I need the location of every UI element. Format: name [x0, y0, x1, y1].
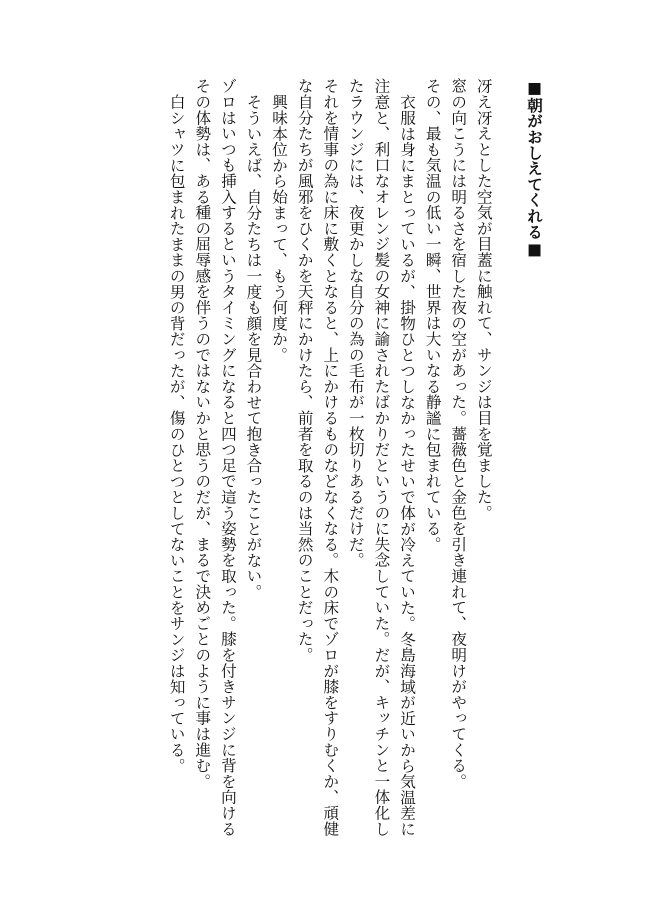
paragraph: 冴え冴えとした空気が目蓋に触れて、サンジは目を覚ました。: [474, 78, 493, 521]
paragraph: その、最も気温の低い一瞬、世界は大いなる静謐に包まれている。: [423, 78, 442, 552]
document-title: ■朝がおしえてくれる■: [525, 78, 544, 259]
paragraph: そういえば、自分たちは一度も顔を見合わせて抱き合ったことがない。: [244, 93, 263, 600]
vertical-text-page: [163, 78, 547, 838]
paragraph: それを情事の為に床に敷くとなると、上にかけるものなどなくなる。木の床でゾロが膝をすりむくか、頑健な自分たちが風邪をひくかを天秤にかけたら、前者を取るのは当然のことだった。: [295, 78, 340, 837]
paragraph: 衣服は身にまとっているが、掛物ひとつしなかったせいで体が冷えていた。冬島海域が近いから気温差に注意と、利口なオレンジ髪の女神に諭されたばかりだというのに失念していた。だが、キッチンと一体化したラウンジには、夜更かしな自分の為の毛布が一枚切りあるだけだ。: [346, 78, 417, 837]
paragraph: ゾロはいつも挿入するというタイミングになると四つ足で這う姿勢を取った。膝を付きサンジに背を向けるその体勢は、ある種の屈辱感を伴うのではないかと思うのだが、まるで決めごとのように事は進む。: [193, 78, 237, 837]
paragraph: 窓の向こうには明るさを宿した夜の空があった。薔薇色と金色を引き連れて、夜明けがやってくる。: [449, 78, 468, 789]
paragraph: 興味本位から始まって、もう何度か。: [270, 93, 289, 363]
paragraph: 白シャツに包まれたままの男の背だったが、傷のひとつとしてないことをサンジは知っている。: [167, 93, 186, 773]
